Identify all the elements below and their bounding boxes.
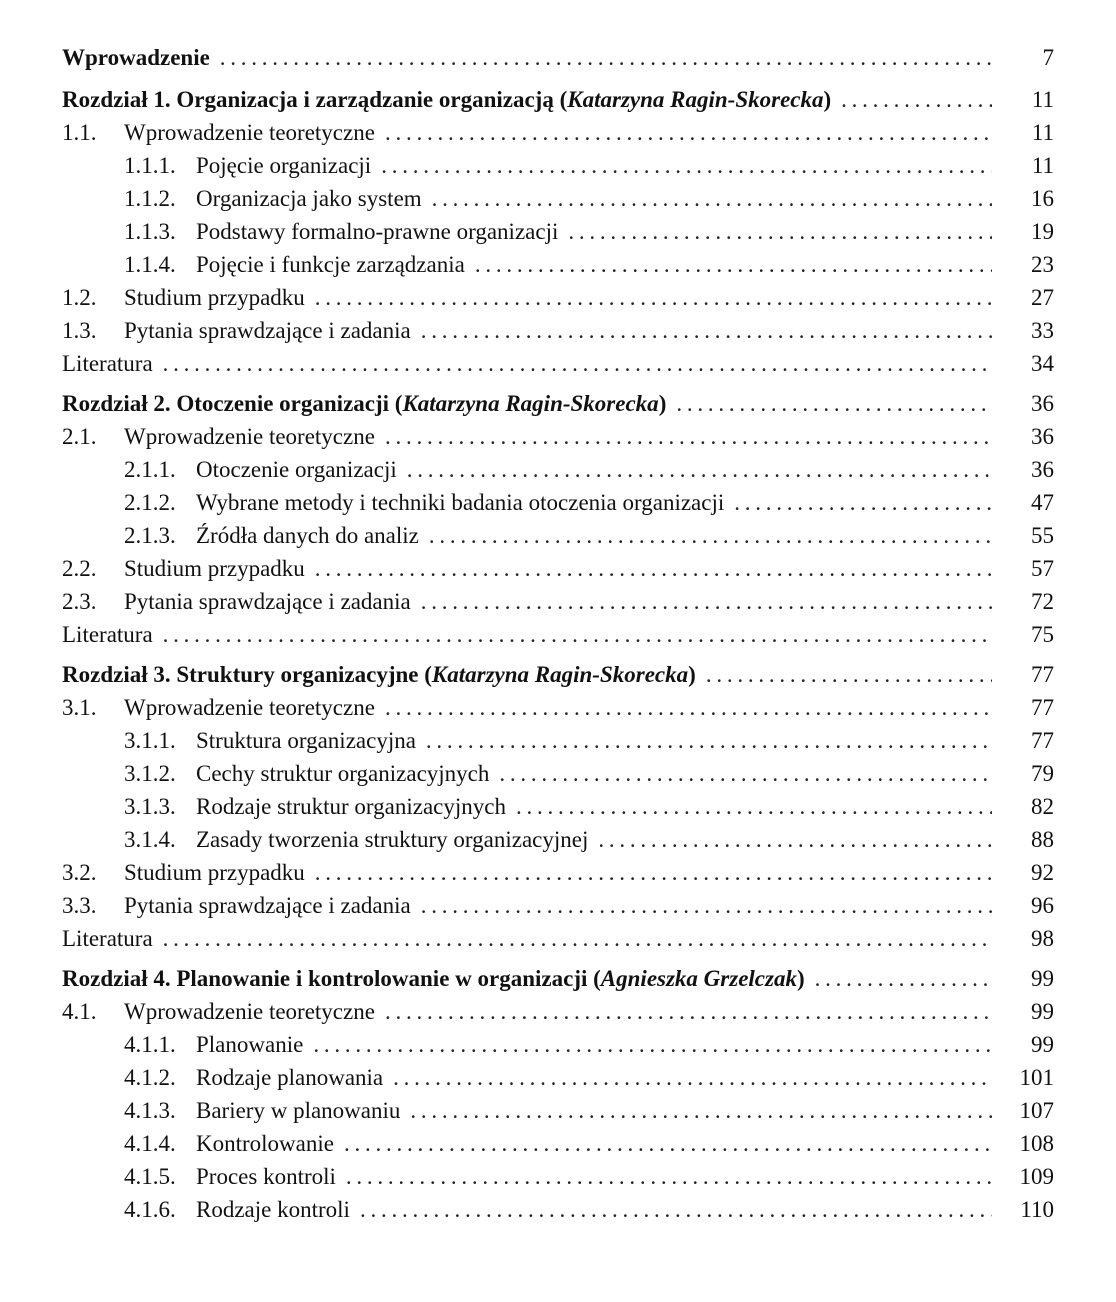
- toc-literature: [62, 347, 1054, 380]
- subsection-title: Otoczenie organizacji: [196, 457, 397, 482]
- toc-subsection: [62, 453, 1054, 486]
- toc-literature: [62, 618, 1054, 651]
- toc-section: [62, 552, 1054, 585]
- section-number: 2.2.: [62, 556, 97, 581]
- page-number: 47: [1031, 490, 1054, 515]
- toc-subsection: [62, 790, 1054, 823]
- page-number: 96: [1031, 893, 1054, 918]
- toc-subsection: [62, 823, 1054, 856]
- toc-subsection: [62, 215, 1054, 248]
- subsection-number: 2.1.1.: [124, 457, 176, 482]
- toc-subsection: [62, 149, 1054, 182]
- section-title: Wprowadzenie teoretyczne: [124, 999, 375, 1024]
- toc-chapter-3: Rozdział 3. Struktury organizacyjne ( Katarzyna Ragin-Skorecka ) . . . 77: [62, 651, 1054, 691]
- page-number: 82: [1031, 794, 1054, 819]
- dot-leader: [426, 724, 992, 757]
- chapter-label: Rozdział 1.: [62, 87, 171, 112]
- subsection-number: 2.1.2.: [124, 490, 176, 515]
- subsection-title: Źródła danych do analiz: [196, 523, 419, 548]
- page-number: 88: [1031, 827, 1054, 852]
- toc-subsection: [62, 248, 1054, 281]
- subsection-title: Organizacja jako system: [196, 186, 422, 211]
- dot-leader: [385, 420, 992, 453]
- toc-section: [62, 314, 1054, 347]
- subsection-title: Pojęcie organizacji: [196, 153, 372, 178]
- subsection-number: 4.1.3.: [124, 1098, 176, 1123]
- dot-leader: [421, 314, 992, 347]
- dot-leader: [163, 618, 992, 651]
- section-number: 2.3.: [62, 589, 97, 614]
- page-number: 36: [1031, 424, 1054, 449]
- section-title: Wprowadzenie teoretyczne: [124, 424, 375, 449]
- page-number: 77: [1031, 662, 1054, 687]
- section-title: Wprowadzenie teoretyczne: [124, 120, 375, 145]
- page-number: 99: [1031, 999, 1054, 1024]
- page-number: 23: [1031, 252, 1054, 277]
- page-number: 11: [1031, 153, 1054, 178]
- section-number: 4.1.: [62, 999, 97, 1024]
- chapter-author: Agnieszka Grzelczak: [600, 966, 797, 991]
- toc-chapter-1: Rozdział 1. Organizacja i zarządzanie organizacją ( Katarzyna Ragin-Skorecka ) . . . 11: [62, 76, 1054, 116]
- toc-section: [62, 116, 1054, 149]
- subsection-title: Planowanie: [196, 1032, 304, 1057]
- toc-subsection: [62, 724, 1054, 757]
- literature-title: Literatura: [62, 926, 153, 951]
- dot-leader: [385, 995, 992, 1028]
- toc-subsection: [62, 1094, 1054, 1127]
- subsection-title: Rodzaje kontroli: [196, 1197, 350, 1222]
- chapter-author: Katarzyna Ragin-Skorecka: [402, 391, 659, 416]
- chapter-author: Katarzyna Ragin-Skorecka: [567, 87, 824, 112]
- page-number: 16: [1031, 186, 1054, 211]
- subsection-number: 4.1.1.: [124, 1032, 176, 1057]
- page-number: 110: [1020, 1197, 1054, 1222]
- dot-leader: [315, 552, 992, 585]
- subsection-title: Podstawy formalno-prawne organizacji: [196, 219, 559, 244]
- toc-section: [62, 420, 1054, 453]
- subsection-number: 3.1.3.: [124, 794, 176, 819]
- dot-leader: [381, 149, 992, 182]
- chapter-title: Struktury organizacyjne: [176, 662, 419, 687]
- dot-leader: [163, 347, 992, 380]
- dot-leader: [598, 823, 992, 856]
- dot-leader: [432, 182, 992, 215]
- section-number: 1.1.: [62, 120, 97, 145]
- subsection-title: Bariery w planowaniu: [196, 1098, 401, 1123]
- page-number: 36: [1031, 391, 1054, 416]
- subsection-number: 2.1.3.: [124, 523, 176, 548]
- chapter-label: Rozdział 2.: [62, 391, 171, 416]
- table-of-contents: [62, 40, 1054, 1226]
- page-number: 72: [1031, 589, 1054, 614]
- dot-leader: [407, 453, 992, 486]
- section-title: Pytania sprawdzające i zadania: [124, 893, 411, 918]
- page-number: 75: [1031, 622, 1054, 647]
- page-number: 7: [1042, 45, 1054, 70]
- subsection-title: Proces kontroli: [196, 1164, 336, 1189]
- subsection-title: Rodzaje planowania: [196, 1065, 384, 1090]
- subsection-title: Struktura organizacyjna: [196, 728, 416, 753]
- page-number: 33: [1031, 318, 1054, 343]
- section-title: Wprowadzenie teoretyczne: [124, 695, 375, 720]
- subsection-number: 1.1.2.: [124, 186, 176, 211]
- page-number: 77: [1031, 728, 1054, 753]
- subsection-number: 3.1.2.: [124, 761, 176, 786]
- chapter-author: Katarzyna Ragin-Skorecka: [431, 662, 689, 687]
- subsection-title: Zasady tworzenia struktury organizacyjnej: [196, 827, 589, 852]
- section-title: Studium przypadku: [124, 285, 305, 310]
- dot-leader: [315, 856, 992, 889]
- dot-leader: [385, 116, 992, 149]
- page-number: 55: [1031, 523, 1054, 548]
- toc-entry-intro: [62, 40, 1054, 76]
- toc-subsection: [62, 1061, 1054, 1094]
- subsection-number: 3.1.1.: [124, 728, 176, 753]
- chapter-label: Rozdział 3.: [62, 662, 171, 687]
- dot-leader: [734, 486, 992, 519]
- section-number: 3.1.: [62, 695, 97, 720]
- dot-leader: [220, 40, 992, 76]
- subsection-number: 4.1.5.: [124, 1164, 176, 1189]
- toc-chapter-2: Rozdział 2. Otoczenie organizacji ( Katarzyna Ragin-Skorecka ) . . . 36: [62, 380, 1054, 420]
- page-number: 99: [1031, 1032, 1054, 1057]
- chapter-title: Organizacja i zarządzanie organizacją: [176, 87, 554, 112]
- dot-leader: [315, 281, 992, 314]
- page-number: 11: [1031, 87, 1054, 112]
- literature-title: Literatura: [62, 351, 153, 376]
- toc-section: [62, 691, 1054, 724]
- dot-leader: [421, 585, 992, 618]
- dot-leader: [346, 1160, 992, 1193]
- section-title: Pytania sprawdzające i zadania: [124, 318, 411, 343]
- section-title: Studium przypadku: [124, 860, 305, 885]
- chapter-title: Otoczenie organizacji: [176, 391, 390, 416]
- section-number: 2.1.: [62, 424, 97, 449]
- page-number: 109: [1019, 1164, 1054, 1189]
- subsection-number: 4.1.2.: [124, 1065, 176, 1090]
- page-number: 27: [1031, 285, 1054, 310]
- toc-section: [62, 889, 1054, 922]
- dot-leader: [421, 889, 992, 922]
- dot-leader: [344, 1127, 992, 1160]
- toc-section: [62, 856, 1054, 889]
- toc-subsection: [62, 1193, 1054, 1226]
- page-number: 11: [1031, 120, 1054, 145]
- toc-subsection: [62, 757, 1054, 790]
- page-number: 107: [1019, 1098, 1054, 1123]
- section-number: 1.2.: [62, 285, 97, 310]
- toc-section: [62, 281, 1054, 314]
- toc-subsection: [62, 486, 1054, 519]
- entry-title: Wprowadzenie: [62, 45, 210, 70]
- dot-leader: [385, 691, 992, 724]
- subsection-number: 3.1.4.: [124, 827, 176, 852]
- literature-title: Literatura: [62, 622, 153, 647]
- toc-literature: [62, 922, 1054, 955]
- page-number: 92: [1031, 860, 1054, 885]
- dot-leader: [429, 519, 992, 552]
- toc-section: [62, 585, 1054, 618]
- dot-leader: [499, 757, 992, 790]
- page-number: 77: [1031, 695, 1054, 720]
- toc-subsection: [62, 182, 1054, 215]
- section-number: 1.3.: [62, 318, 97, 343]
- dot-leader: [568, 215, 992, 248]
- dot-leader: [516, 790, 992, 823]
- dot-leader: [163, 922, 992, 955]
- dot-leader: [360, 1193, 992, 1226]
- page-number: 19: [1031, 219, 1054, 244]
- dot-leader: [475, 248, 992, 281]
- toc-subsection: [62, 519, 1054, 552]
- subsection-title: Rodzaje struktur organizacyjnych: [196, 794, 506, 819]
- subsection-title: Wybrane metody i techniki badania otoczenia organizacji: [196, 490, 725, 515]
- toc-subsection: [62, 1160, 1054, 1193]
- subsection-title: Kontrolowanie: [196, 1131, 334, 1156]
- page-number: 98: [1031, 926, 1054, 951]
- subsection-title: Cechy struktur organizacyjnych: [196, 761, 490, 786]
- subsection-number: 4.1.4.: [124, 1131, 176, 1156]
- page-number: 57: [1031, 556, 1054, 581]
- toc-section: [62, 995, 1054, 1028]
- page-number: 99: [1031, 966, 1054, 991]
- page-number: 34: [1031, 351, 1054, 376]
- subsection-number: 1.1.4.: [124, 252, 176, 277]
- toc-subsection: [62, 1028, 1054, 1061]
- subsection-title: Pojęcie i funkcje zarządzania: [196, 252, 465, 277]
- section-title: Studium przypadku: [124, 556, 305, 581]
- section-number: 3.2.: [62, 860, 97, 885]
- page-number: 108: [1019, 1131, 1054, 1156]
- section-title: Pytania sprawdzające i zadania: [124, 589, 411, 614]
- dot-leader: [393, 1061, 992, 1094]
- page-number: 79: [1031, 761, 1054, 786]
- subsection-number: 4.1.6.: [124, 1197, 176, 1222]
- page-number: 101: [1019, 1065, 1054, 1090]
- section-number: 3.3.: [62, 893, 97, 918]
- chapter-label: Rozdział 4.: [62, 966, 171, 991]
- chapter-title: Planowanie i kontrolowanie w organizacji: [176, 966, 588, 991]
- page-number: 36: [1031, 457, 1054, 482]
- toc-subsection: [62, 1127, 1054, 1160]
- toc-chapter-4: Rozdział 4. Planowanie i kontrolowanie w organizacji ( Agnieszka Grzelczak ) . . . 99: [62, 955, 1054, 995]
- subsection-number: 1.1.3.: [124, 219, 176, 244]
- dot-leader: [410, 1094, 992, 1127]
- dot-leader: [313, 1028, 992, 1061]
- subsection-number: 1.1.1.: [124, 153, 176, 178]
